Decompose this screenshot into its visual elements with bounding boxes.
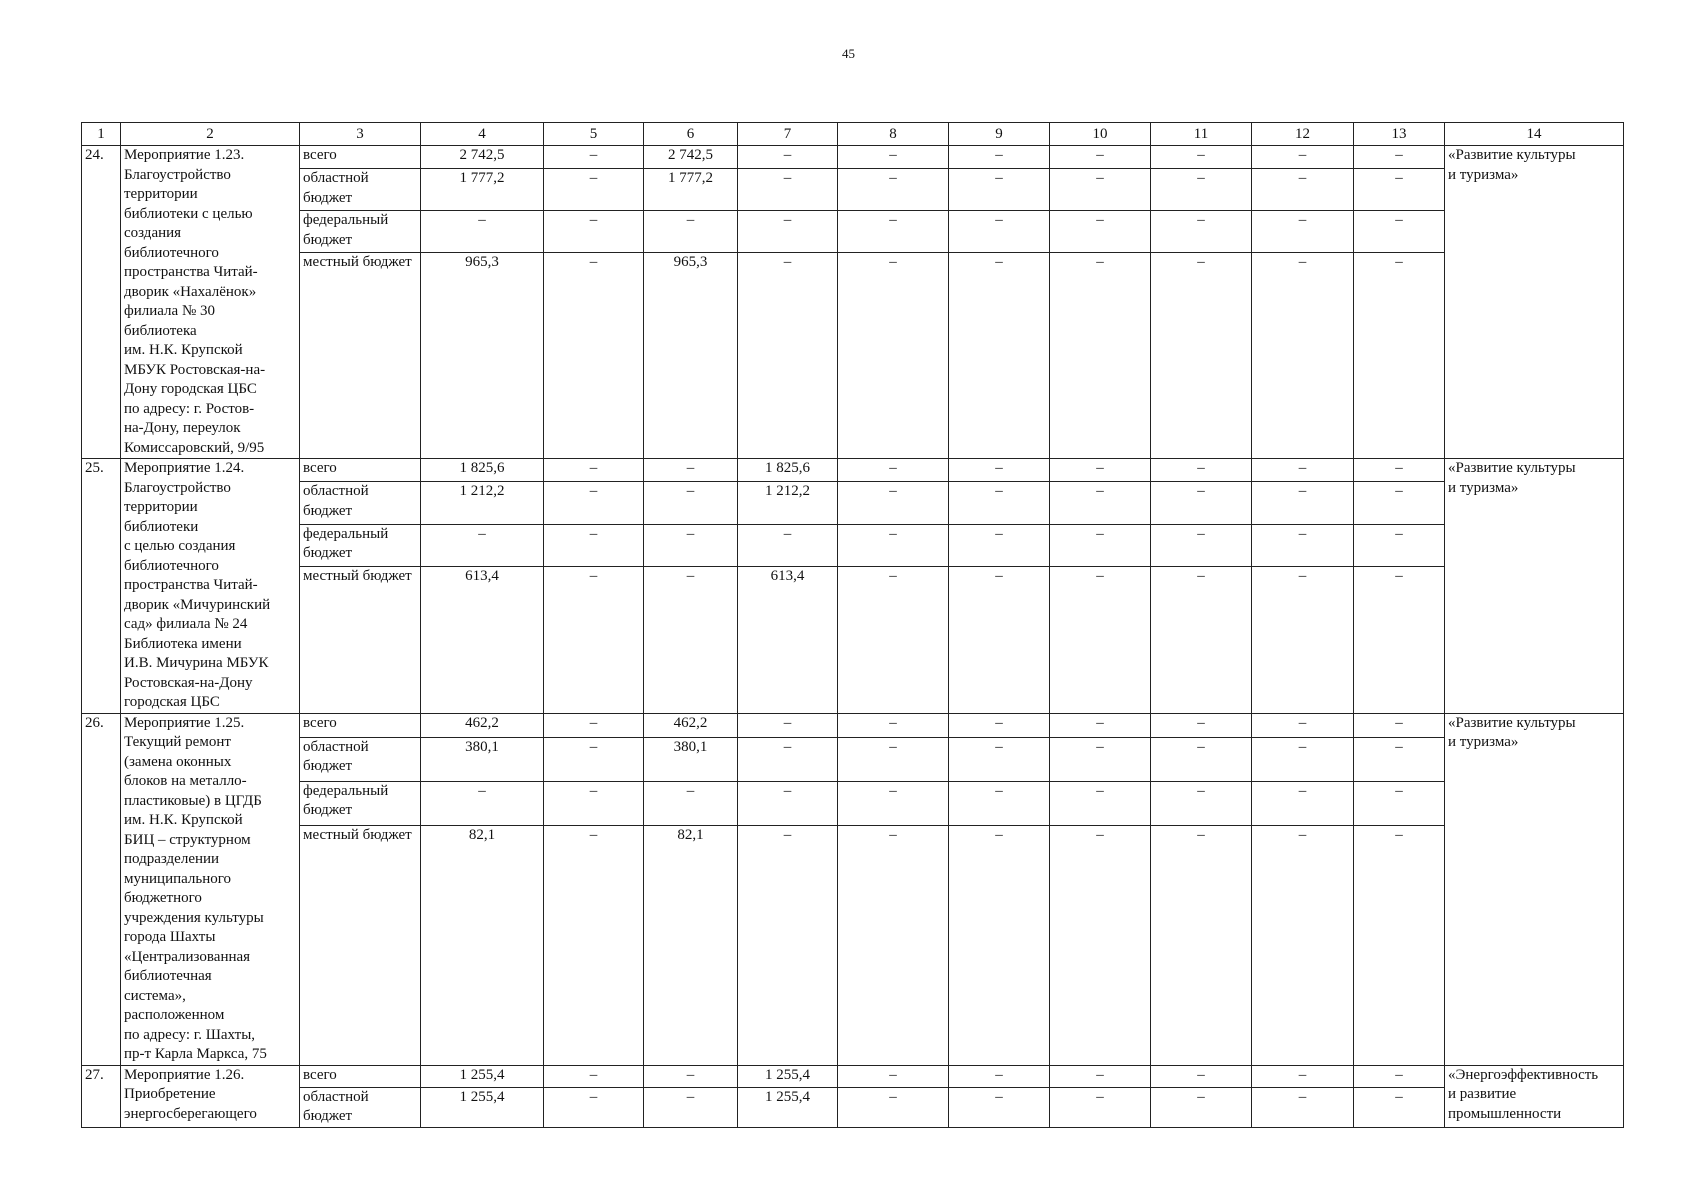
amount-cell: –	[1252, 169, 1354, 211]
budget-table	[81, 122, 1624, 1128]
amount-cell: –	[1354, 459, 1445, 482]
amount-cell: –	[738, 253, 838, 459]
amount-cell: –	[1252, 713, 1354, 737]
amount-cell: –	[1151, 253, 1252, 459]
row-number: 26.	[82, 713, 121, 1065]
amount-cell: –	[1252, 825, 1354, 1065]
amount-cell: 380,1	[421, 737, 544, 781]
table-row	[82, 567, 1624, 713]
table-row	[82, 211, 1624, 253]
amount-cell: –	[738, 524, 838, 566]
amount-cell: –	[1354, 1087, 1445, 1127]
amount-cell: –	[949, 211, 1050, 253]
amount-cell: –	[544, 482, 644, 524]
amount-cell: –	[838, 211, 949, 253]
amount-cell: 613,4	[421, 567, 544, 713]
amount-cell: 1 255,4	[421, 1065, 544, 1087]
amount-cell: –	[1050, 211, 1151, 253]
amount-cell: –	[544, 567, 644, 713]
amount-cell: –	[838, 524, 949, 566]
amount-cell: –	[1151, 1087, 1252, 1127]
amount-cell: –	[1151, 211, 1252, 253]
amount-cell: –	[838, 146, 949, 169]
funding-source: местный бюджет	[300, 253, 421, 459]
amount-cell: –	[544, 524, 644, 566]
amount-cell: –	[1252, 781, 1354, 825]
amount-cell: –	[421, 211, 544, 253]
funding-source: областной бюджет	[300, 482, 421, 524]
amount-cell: 965,3	[644, 253, 738, 459]
amount-cell: –	[738, 781, 838, 825]
funding-source: всего	[300, 1065, 421, 1087]
amount-cell: –	[644, 1087, 738, 1127]
amount-cell: –	[838, 169, 949, 211]
program-name: «Развитие культуры и туризма»	[1445, 146, 1624, 459]
amount-cell: 1 212,2	[738, 482, 838, 524]
amount-cell: –	[1151, 524, 1252, 566]
amount-cell: –	[738, 713, 838, 737]
amount-cell: –	[1252, 1065, 1354, 1087]
amount-cell: –	[544, 1065, 644, 1087]
amount-cell: –	[544, 253, 644, 459]
event-description: Мероприятие 1.23. Благоустройство территории библиотеки с целью создания библиотечного пространства Читай- дворик «Нахалёнок» филиала № 30 библиотека им. Н.К. Крупской МБУК Ростовская-на- Дону городская ЦБС по адресу: г. Ростов- на-Дону, переулок Комиссаровский, 9/95	[121, 146, 300, 459]
amount-cell: 1 255,4	[738, 1087, 838, 1127]
amount-cell: –	[838, 737, 949, 781]
table-row	[82, 524, 1624, 566]
event-description: Мероприятие 1.26. Приобретение энергосберегающего	[121, 1065, 300, 1127]
amount-cell: –	[1151, 169, 1252, 211]
amount-cell: 1 777,2	[421, 169, 544, 211]
amount-cell: –	[1151, 1065, 1252, 1087]
table-row	[82, 146, 1624, 169]
header-row	[82, 123, 1624, 146]
column-header: 8	[838, 123, 949, 146]
amount-cell: –	[1151, 567, 1252, 713]
amount-cell: –	[1354, 825, 1445, 1065]
amount-cell: –	[544, 781, 644, 825]
row-number: 25.	[82, 459, 121, 714]
table-row	[82, 1087, 1624, 1127]
column-header: 14	[1445, 123, 1624, 146]
page-number: 45	[842, 46, 855, 61]
amount-cell: –	[544, 1087, 644, 1127]
amount-cell: –	[1354, 567, 1445, 713]
amount-cell: –	[544, 737, 644, 781]
amount-cell: 1 255,4	[738, 1065, 838, 1087]
table-row	[82, 713, 1624, 737]
amount-cell: –	[949, 737, 1050, 781]
amount-cell: –	[838, 825, 949, 1065]
amount-cell: –	[738, 737, 838, 781]
amount-cell: –	[949, 482, 1050, 524]
amount-cell: –	[644, 1065, 738, 1087]
amount-cell: –	[838, 1087, 949, 1127]
amount-cell: –	[1050, 1087, 1151, 1127]
funding-source: федеральный бюджет	[300, 524, 421, 566]
amount-cell: –	[1252, 253, 1354, 459]
table-row	[82, 482, 1624, 524]
program-name: «Развитие культуры и туризма»	[1445, 713, 1624, 1065]
amount-cell: –	[738, 211, 838, 253]
amount-cell: 380,1	[644, 737, 738, 781]
event-description: Мероприятие 1.24. Благоустройство территории библиотеки с целью создания библиотечного пространства Читай- дворик «Мичуринский сад» филиала № 24 Библиотека имени И.В. Мичурина МБУК Ростовская-на-Дону городская ЦБС	[121, 459, 300, 714]
amount-cell: 965,3	[421, 253, 544, 459]
column-header: 4	[421, 123, 544, 146]
amount-cell: –	[1354, 253, 1445, 459]
event-description: Мероприятие 1.25. Текущий ремонт (замена оконных блоков на металло- пластиковые) в ЦГДБ им. Н.К. Крупской БИЦ – структурном подразделении муниципального бюджетного учреждения культуры города Шахты «Централизованная библиотечная система», расположенном по адресу: г. Шахты, пр-т Карла Маркса, 75	[121, 713, 300, 1065]
funding-source: областной бюджет	[300, 737, 421, 781]
funding-source: областной бюджет	[300, 1087, 421, 1127]
amount-cell: –	[1050, 1065, 1151, 1087]
table-row	[82, 781, 1624, 825]
amount-cell: –	[1354, 482, 1445, 524]
amount-cell: –	[1050, 825, 1151, 1065]
amount-cell: –	[1354, 146, 1445, 169]
amount-cell: –	[949, 825, 1050, 1065]
column-header: 9	[949, 123, 1050, 146]
column-header: 5	[544, 123, 644, 146]
amount-cell: 1 825,6	[738, 459, 838, 482]
column-header: 12	[1252, 123, 1354, 146]
column-header: 1	[82, 123, 121, 146]
amount-cell: –	[738, 169, 838, 211]
row-number: 24.	[82, 146, 121, 459]
amount-cell: 2 742,5	[421, 146, 544, 169]
amount-cell: –	[1050, 482, 1151, 524]
amount-cell: 82,1	[421, 825, 544, 1065]
table-row	[82, 825, 1624, 1065]
amount-cell: –	[949, 567, 1050, 713]
funding-source: федеральный бюджет	[300, 781, 421, 825]
column-header: 13	[1354, 123, 1445, 146]
funding-source: местный бюджет	[300, 567, 421, 713]
amount-cell: –	[644, 459, 738, 482]
amount-cell: –	[949, 781, 1050, 825]
amount-cell: –	[838, 567, 949, 713]
program-name: «Энергоэффективность и развитие промышленности	[1445, 1065, 1624, 1127]
column-header: 2	[121, 123, 300, 146]
funding-source: всего	[300, 459, 421, 482]
amount-cell: –	[544, 169, 644, 211]
amount-cell: –	[949, 146, 1050, 169]
amount-cell: –	[1252, 737, 1354, 781]
amount-cell: –	[1252, 567, 1354, 713]
amount-cell: –	[1151, 146, 1252, 169]
amount-cell: –	[1050, 567, 1151, 713]
amount-cell: –	[1354, 169, 1445, 211]
funding-source: всего	[300, 713, 421, 737]
amount-cell: 2 742,5	[644, 146, 738, 169]
amount-cell: –	[949, 1065, 1050, 1087]
amount-cell: –	[644, 524, 738, 566]
amount-cell: –	[1354, 524, 1445, 566]
amount-cell: –	[1050, 781, 1151, 825]
amount-cell: –	[949, 524, 1050, 566]
amount-cell: –	[421, 781, 544, 825]
amount-cell: –	[421, 524, 544, 566]
amount-cell: –	[1050, 737, 1151, 781]
amount-cell: –	[1354, 713, 1445, 737]
amount-cell: –	[738, 825, 838, 1065]
table-row	[82, 459, 1624, 482]
amount-cell: 462,2	[421, 713, 544, 737]
table-row	[82, 737, 1624, 781]
amount-cell: –	[838, 781, 949, 825]
amount-cell: 1 777,2	[644, 169, 738, 211]
amount-cell: –	[949, 253, 1050, 459]
amount-cell: 613,4	[738, 567, 838, 713]
amount-cell: –	[838, 253, 949, 459]
amount-cell: –	[644, 482, 738, 524]
amount-cell: –	[1252, 459, 1354, 482]
amount-cell: –	[1050, 253, 1151, 459]
amount-cell: –	[1050, 459, 1151, 482]
amount-cell: –	[949, 713, 1050, 737]
amount-cell: –	[738, 146, 838, 169]
amount-cell: –	[1252, 211, 1354, 253]
amount-cell: –	[838, 1065, 949, 1087]
amount-cell: –	[838, 482, 949, 524]
table-row	[82, 253, 1624, 459]
amount-cell: –	[544, 146, 644, 169]
table-row	[82, 169, 1624, 211]
amount-cell: –	[1050, 146, 1151, 169]
amount-cell: –	[1151, 713, 1252, 737]
column-header: 10	[1050, 123, 1151, 146]
table-row	[82, 1065, 1624, 1087]
amount-cell: –	[1354, 737, 1445, 781]
amount-cell: 462,2	[644, 713, 738, 737]
funding-source: федеральный бюджет	[300, 211, 421, 253]
column-header: 6	[644, 123, 738, 146]
amount-cell: –	[1354, 781, 1445, 825]
amount-cell: –	[644, 781, 738, 825]
amount-cell: –	[1151, 737, 1252, 781]
amount-cell: –	[838, 459, 949, 482]
amount-cell: 1 255,4	[421, 1087, 544, 1127]
amount-cell: 1 212,2	[421, 482, 544, 524]
column-header: 3	[300, 123, 421, 146]
amount-cell: –	[1252, 1087, 1354, 1127]
row-number: 27.	[82, 1065, 121, 1127]
amount-cell: –	[1050, 169, 1151, 211]
amount-cell: –	[1354, 1065, 1445, 1087]
amount-cell: –	[949, 459, 1050, 482]
amount-cell: –	[644, 211, 738, 253]
funding-source: местный бюджет	[300, 825, 421, 1065]
amount-cell: –	[1151, 459, 1252, 482]
column-header: 11	[1151, 123, 1252, 146]
amount-cell: –	[1252, 524, 1354, 566]
amount-cell: –	[544, 825, 644, 1065]
amount-cell: –	[1151, 781, 1252, 825]
amount-cell: –	[544, 211, 644, 253]
amount-cell: –	[1151, 482, 1252, 524]
amount-cell: –	[949, 169, 1050, 211]
amount-cell: –	[1050, 713, 1151, 737]
amount-cell: 1 825,6	[421, 459, 544, 482]
funding-source: всего	[300, 146, 421, 169]
amount-cell: –	[544, 459, 644, 482]
amount-cell: –	[1151, 825, 1252, 1065]
amount-cell: –	[838, 713, 949, 737]
amount-cell: 82,1	[644, 825, 738, 1065]
column-header: 7	[738, 123, 838, 146]
funding-source: областной бюджет	[300, 169, 421, 211]
amount-cell: –	[949, 1087, 1050, 1127]
amount-cell: –	[544, 713, 644, 737]
amount-cell: –	[1252, 146, 1354, 169]
program-name: «Развитие культуры и туризма»	[1445, 459, 1624, 714]
amount-cell: –	[1050, 524, 1151, 566]
amount-cell: –	[644, 567, 738, 713]
amount-cell: –	[1354, 211, 1445, 253]
amount-cell: –	[1252, 482, 1354, 524]
